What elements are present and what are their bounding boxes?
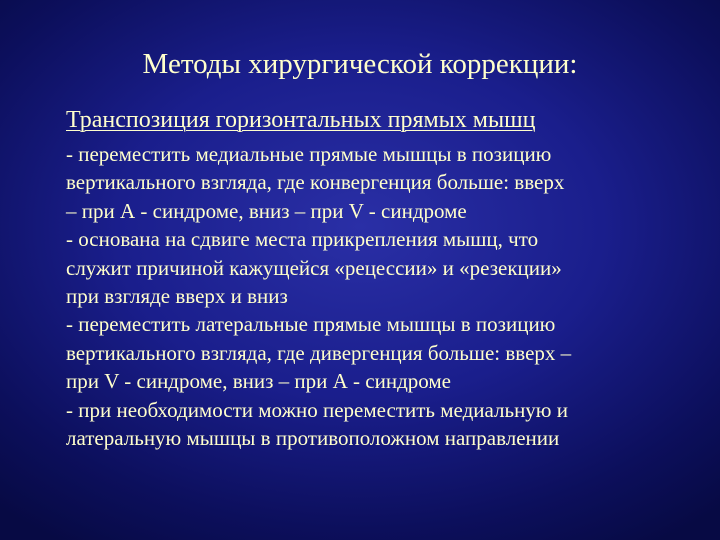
body-line: - переместить медиальные прямые мышцы в позицию — [66, 142, 552, 166]
body-line: - при необходимости можно переместить медиальную и — [66, 397, 568, 422]
slide-subtitle: Транспозиция горизонтальных прямых мышц — [66, 107, 536, 133]
body-line: латеральную мышцы в противоположном направлении — [66, 426, 560, 451]
body-line: при V - синдроме, вниз – при А - синдроме — [66, 369, 451, 394]
body-line: - основана на сдвиге места прикрепления мышц, что — [66, 227, 539, 252]
body-line: - переместить латеральные прямые мышцы в позицию — [66, 312, 556, 337]
body-line: при взгляде вверх и вниз — [66, 284, 288, 309]
body-line: вертикального взгляда, где дивергенция больше: вверх – — [66, 340, 572, 365]
body-line: вертикального взгляда, где конвергенция больше: вверх — [66, 170, 565, 195]
slide-body — [66, 140, 706, 452]
body-line: – при А - синдроме, вниз – при V - синдроме — [66, 198, 467, 223]
slide-title: Методы хирургической коррекции: — [142, 48, 578, 80]
body-line: служит причиной кажущейся «рецессии» и «резекции» — [66, 255, 562, 280]
